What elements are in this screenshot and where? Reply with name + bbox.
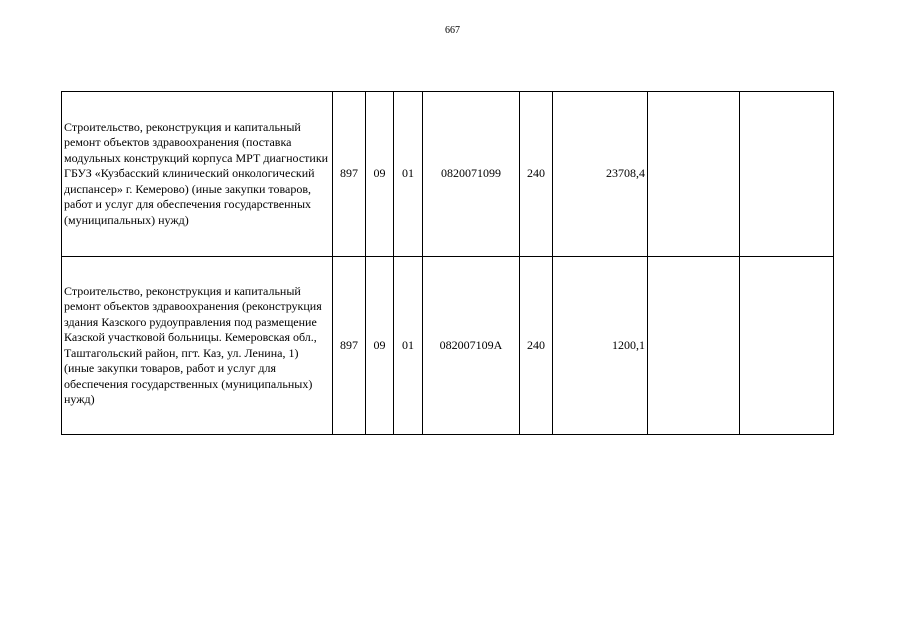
section-code: 09	[366, 257, 394, 435]
ministry-code: 897	[333, 257, 366, 435]
amount-value: 1200,1	[553, 257, 648, 435]
target-article-code: 0820071099	[423, 92, 520, 257]
empty-cell	[740, 92, 834, 257]
expense-type-code: 240	[520, 92, 553, 257]
empty-cell	[648, 92, 740, 257]
expense-type-code: 240	[520, 257, 553, 435]
ministry-code: 897	[333, 92, 366, 257]
budget-table	[61, 91, 834, 435]
empty-cell	[740, 257, 834, 435]
row-description: Строительство, реконструкция и капитальный ремонт объектов здравоохранения (реконструкция здания Казского рудоуправления под размещение Казской участковой больницы. Кемеровская обл., Таштагольский район, пгт. Каз, ул. Ленина, 1) (иные закупки товаров, работ и услуг для обеспечения государственных (муниципальных) нужд)	[62, 257, 333, 435]
page-number: 667	[445, 25, 460, 36]
subsection-code: 01	[394, 92, 423, 257]
table-row	[62, 92, 834, 257]
empty-cell	[648, 257, 740, 435]
section-code: 09	[366, 92, 394, 257]
target-article-code: 082007109А	[423, 257, 520, 435]
row-description: Строительство, реконструкция и капитальный ремонт объектов здравоохранения (поставка модульных конструкций корпуса МРТ диагностики ГБУЗ «Кузбасский клинический онкологический диспансер» г. Кемерово) (иные закупки товаров, работ и услуг для обеспечения государственных (муниципальных) нужд)	[62, 92, 333, 257]
subsection-code: 01	[394, 257, 423, 435]
amount-value: 23708,4	[553, 92, 648, 257]
table-row	[62, 257, 834, 435]
